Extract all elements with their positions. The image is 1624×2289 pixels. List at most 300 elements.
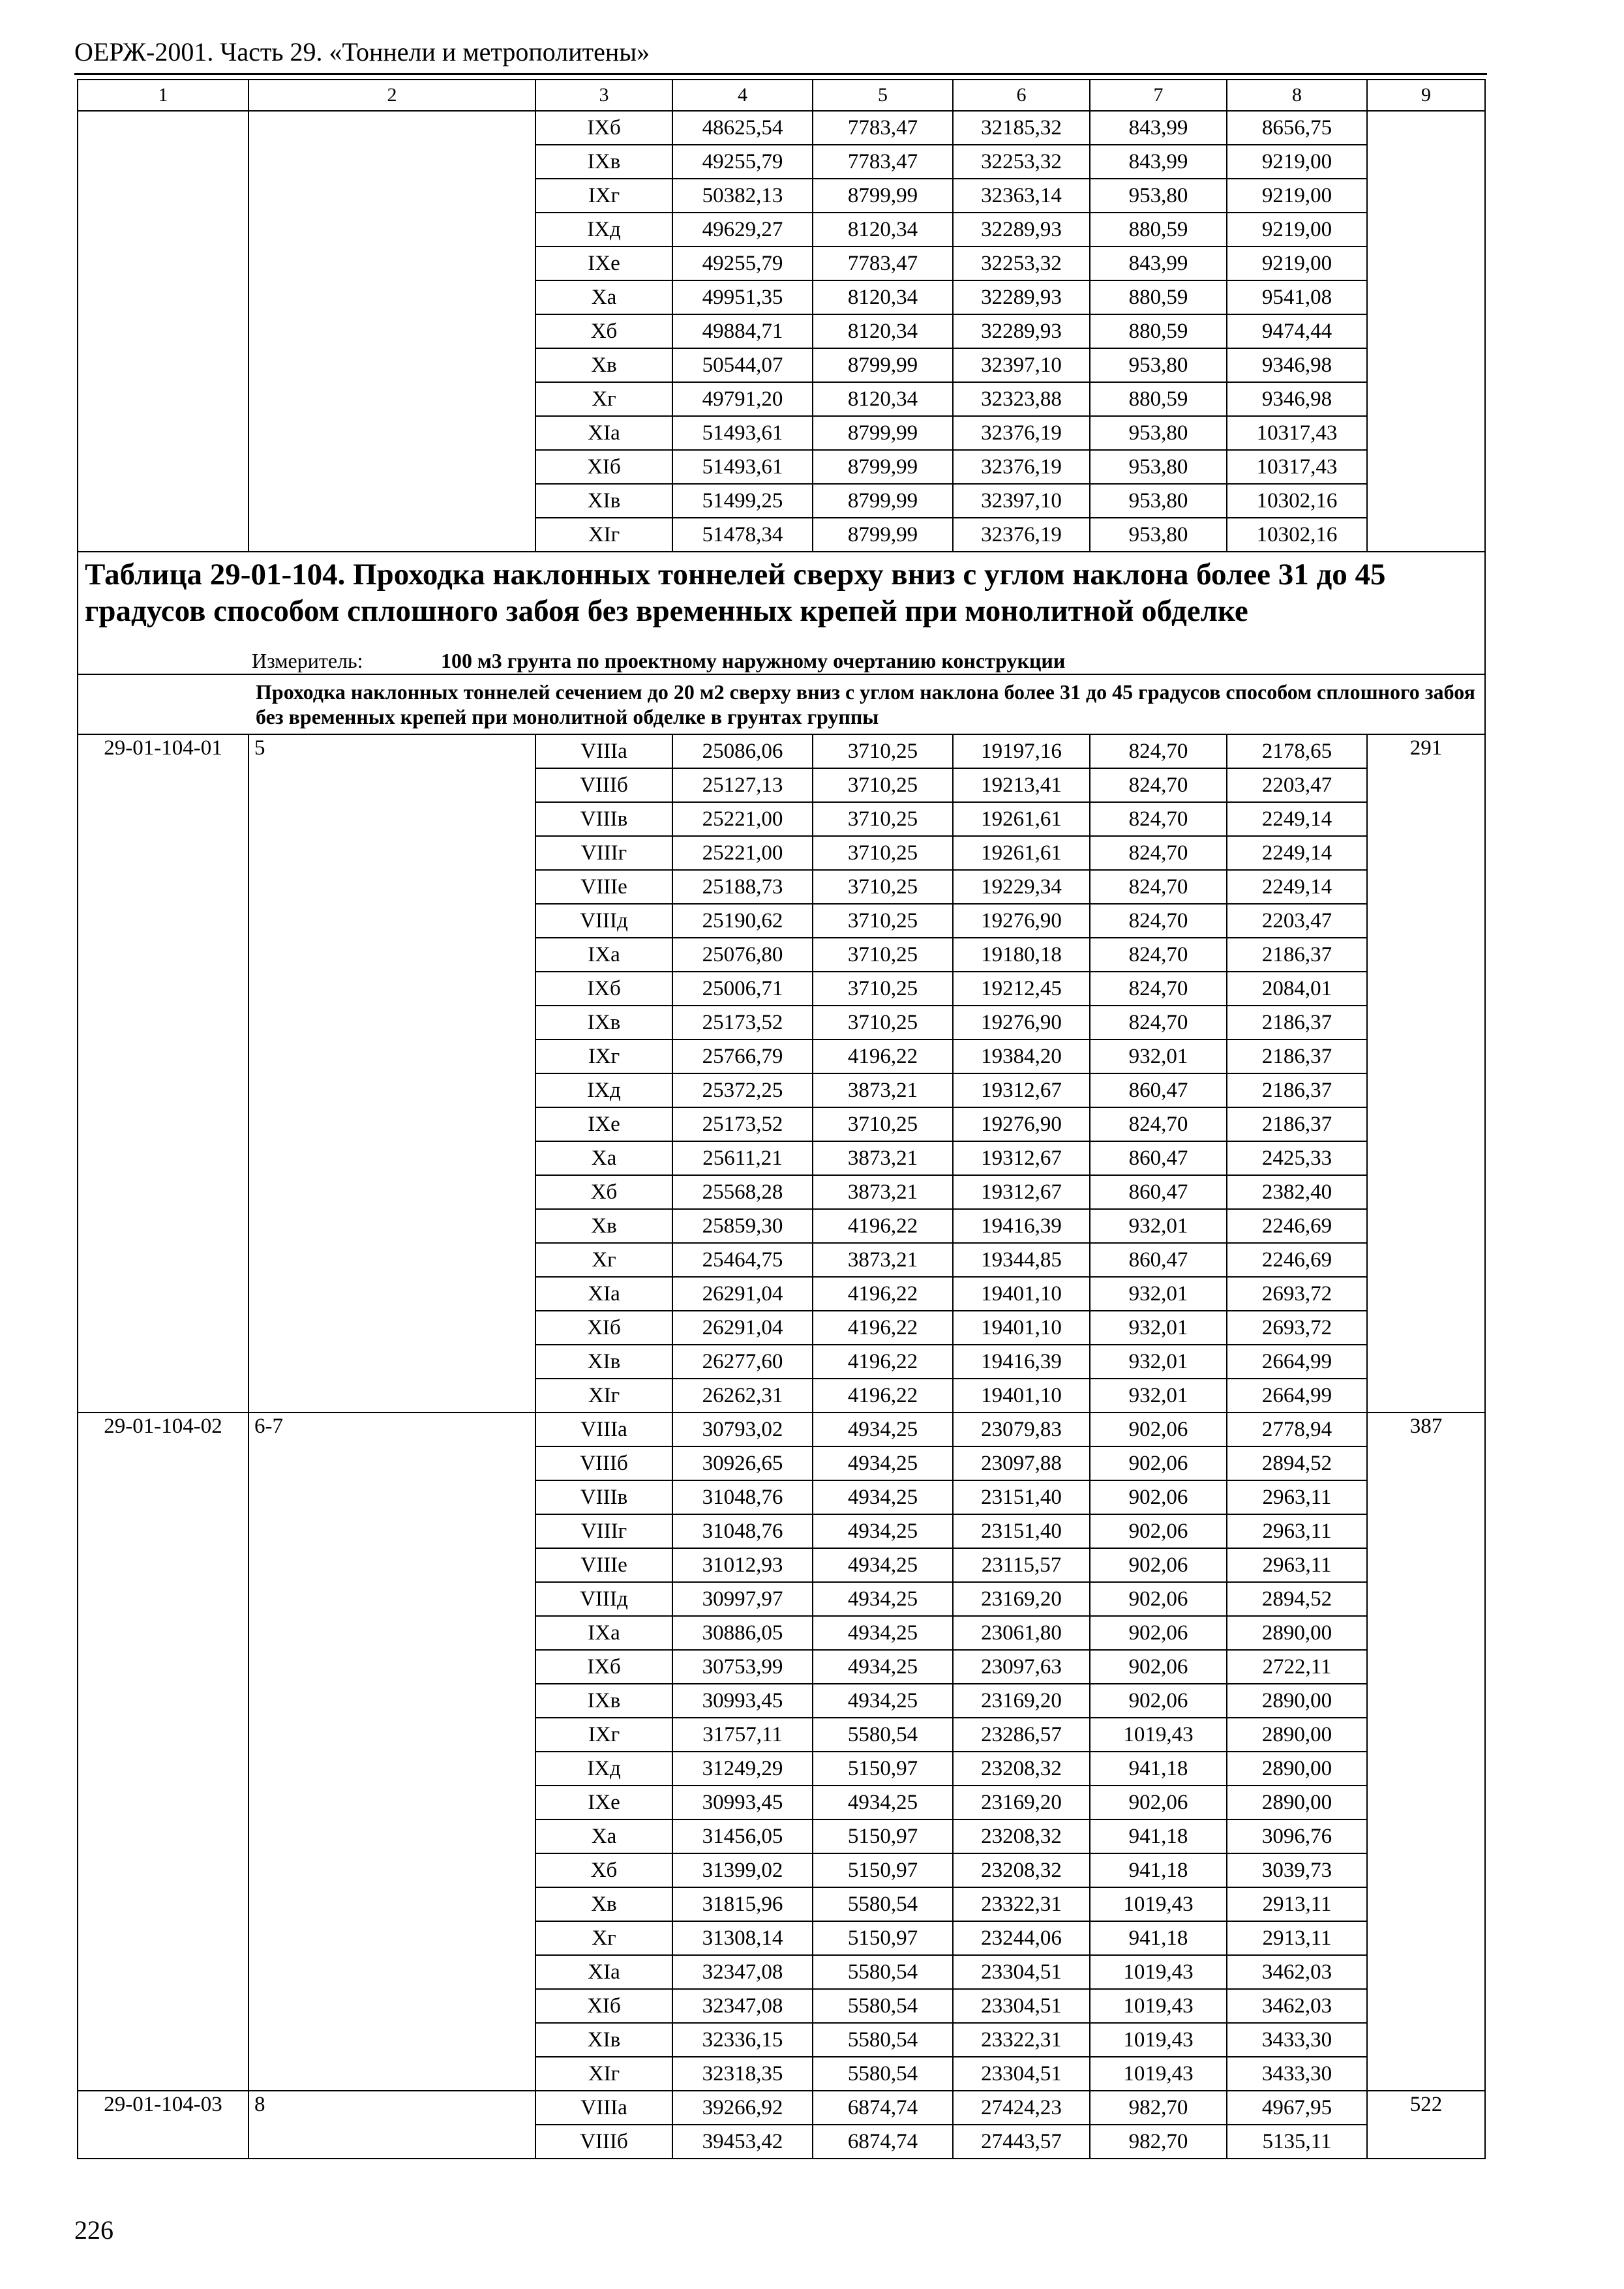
param-cell xyxy=(248,348,535,382)
value-cell: 2890,00 xyxy=(1227,1786,1367,1819)
value-cell: 3710,25 xyxy=(813,904,953,938)
table-row xyxy=(78,280,1485,314)
value-cell: 941,18 xyxy=(1090,1819,1227,1853)
value-cell: 2778,94 xyxy=(1227,1413,1367,1446)
value-cell: 4196,22 xyxy=(813,1209,953,1243)
value-cell: 31048,76 xyxy=(672,1514,813,1548)
value-cell: 8799,99 xyxy=(813,179,953,213)
code-cell xyxy=(78,145,248,179)
col9-cell: 387 xyxy=(1367,1413,1485,2091)
value-cell: 2203,47 xyxy=(1227,768,1367,802)
value-cell: 51493,61 xyxy=(672,416,813,450)
value-cell: 902,06 xyxy=(1090,1616,1227,1650)
soil-group-cell: VIIIв xyxy=(535,1480,672,1514)
value-cell: 8799,99 xyxy=(813,450,953,484)
value-cell: 3710,25 xyxy=(813,734,953,768)
value-cell: 880,59 xyxy=(1090,382,1227,416)
value-cell: 2249,14 xyxy=(1227,836,1367,870)
value-cell: 2425,33 xyxy=(1227,1141,1367,1175)
value-cell: 19344,85 xyxy=(953,1243,1090,1277)
value-cell: 4934,25 xyxy=(813,1514,953,1548)
value-cell: 1019,43 xyxy=(1090,2057,1227,2091)
value-cell: 23208,32 xyxy=(953,1853,1090,1887)
measure-label: Измеритель: xyxy=(252,649,363,672)
value-cell: 19276,90 xyxy=(953,1107,1090,1141)
col9-cell xyxy=(1367,348,1485,382)
value-cell: 3710,25 xyxy=(813,938,953,972)
value-cell: 953,80 xyxy=(1090,348,1227,382)
col9-cell xyxy=(1367,145,1485,179)
value-cell: 932,01 xyxy=(1090,1311,1227,1345)
value-cell: 902,06 xyxy=(1090,1514,1227,1548)
value-cell: 10317,43 xyxy=(1227,450,1367,484)
soil-group-cell: IXд xyxy=(535,1073,672,1107)
value-cell: 902,06 xyxy=(1090,1413,1227,1446)
value-cell: 10302,16 xyxy=(1227,518,1367,552)
value-cell: 3462,03 xyxy=(1227,1955,1367,1989)
value-cell: 23079,83 xyxy=(953,1413,1090,1446)
value-cell: 2913,11 xyxy=(1227,1887,1367,1921)
soil-group-cell: VIIIг xyxy=(535,1514,672,1548)
value-cell: 8120,34 xyxy=(813,280,953,314)
table-row xyxy=(78,734,1485,768)
value-cell: 19312,67 xyxy=(953,1141,1090,1175)
value-cell: 941,18 xyxy=(1090,1853,1227,1887)
soil-group-cell: IXб xyxy=(535,972,672,1006)
col9-cell xyxy=(1367,416,1485,450)
value-cell: 49951,35 xyxy=(672,280,813,314)
code-cell xyxy=(78,280,248,314)
value-cell: 19213,41 xyxy=(953,768,1090,802)
value-cell: 19180,18 xyxy=(953,938,1090,972)
value-cell: 25221,00 xyxy=(672,802,813,836)
value-cell: 3873,21 xyxy=(813,1243,953,1277)
value-cell: 982,70 xyxy=(1090,2091,1227,2125)
value-cell: 31815,96 xyxy=(672,1887,813,1921)
value-cell: 31048,76 xyxy=(672,1480,813,1514)
table-row xyxy=(78,2091,1485,2125)
value-cell: 4196,22 xyxy=(813,1379,953,1413)
value-cell: 1019,43 xyxy=(1090,1955,1227,1989)
value-cell: 3710,25 xyxy=(813,836,953,870)
code-cell xyxy=(78,450,248,484)
value-cell: 3710,25 xyxy=(813,972,953,1006)
value-cell: 2693,72 xyxy=(1227,1277,1367,1311)
value-cell: 4934,25 xyxy=(813,1616,953,1650)
value-cell: 19276,90 xyxy=(953,904,1090,938)
value-cell: 23151,40 xyxy=(953,1480,1090,1514)
value-cell: 19416,39 xyxy=(953,1209,1090,1243)
value-cell: 30886,05 xyxy=(672,1616,813,1650)
soil-group-cell: Xа xyxy=(535,1141,672,1175)
value-cell: 32363,14 xyxy=(953,179,1090,213)
value-cell: 902,06 xyxy=(1090,1446,1227,1480)
col9-cell xyxy=(1367,484,1485,518)
soil-group-cell: Xв xyxy=(535,1209,672,1243)
value-cell: 2186,37 xyxy=(1227,938,1367,972)
value-cell: 25859,30 xyxy=(672,1209,813,1243)
soil-group-cell: Xг xyxy=(535,382,672,416)
value-cell: 824,70 xyxy=(1090,802,1227,836)
table-row xyxy=(78,1413,1485,1446)
value-cell: 8799,99 xyxy=(813,416,953,450)
col9-cell: 522 xyxy=(1367,2091,1485,2159)
code-cell: 29-01-104-01 xyxy=(78,734,248,1413)
value-cell: 2963,11 xyxy=(1227,1548,1367,1582)
col9-cell: 291 xyxy=(1367,734,1485,1413)
value-cell: 39266,92 xyxy=(672,2091,813,2125)
value-cell: 9474,44 xyxy=(1227,314,1367,348)
value-cell: 27443,57 xyxy=(953,2125,1090,2159)
value-cell: 2246,69 xyxy=(1227,1243,1367,1277)
soil-group-cell: IXе xyxy=(535,247,672,280)
value-cell: 25190,62 xyxy=(672,904,813,938)
value-cell: 932,01 xyxy=(1090,1345,1227,1379)
value-cell: 932,01 xyxy=(1090,1040,1227,1073)
value-cell: 32376,19 xyxy=(953,518,1090,552)
param-cell: 5 xyxy=(248,734,535,1413)
value-cell: 932,01 xyxy=(1090,1277,1227,1311)
value-cell: 941,18 xyxy=(1090,1752,1227,1786)
value-cell: 25076,80 xyxy=(672,938,813,972)
value-cell: 824,70 xyxy=(1090,904,1227,938)
value-cell: 23169,20 xyxy=(953,1684,1090,1718)
value-cell: 1019,43 xyxy=(1090,2023,1227,2057)
value-cell: 7783,47 xyxy=(813,111,953,145)
value-cell: 953,80 xyxy=(1090,450,1227,484)
value-cell: 8120,34 xyxy=(813,213,953,247)
value-cell: 9219,00 xyxy=(1227,179,1367,213)
soil-group-cell: VIIIа xyxy=(535,734,672,768)
value-cell: 32185,32 xyxy=(953,111,1090,145)
value-cell: 25766,79 xyxy=(672,1040,813,1073)
soil-group-cell: VIIIа xyxy=(535,1413,672,1446)
soil-group-cell: XIг xyxy=(535,1379,672,1413)
value-cell: 4196,22 xyxy=(813,1311,953,1345)
value-cell: 3710,25 xyxy=(813,768,953,802)
value-cell: 953,80 xyxy=(1090,484,1227,518)
value-cell: 31249,29 xyxy=(672,1752,813,1786)
soil-group-cell: XIб xyxy=(535,450,672,484)
soil-group-cell: IXв xyxy=(535,1006,672,1040)
value-cell: 2249,14 xyxy=(1227,802,1367,836)
value-cell: 7783,47 xyxy=(813,145,953,179)
value-cell: 5580,54 xyxy=(813,1989,953,2023)
value-cell: 824,70 xyxy=(1090,972,1227,1006)
value-cell: 23097,63 xyxy=(953,1650,1090,1684)
value-cell: 9219,00 xyxy=(1227,145,1367,179)
value-cell: 23151,40 xyxy=(953,1514,1090,1548)
value-cell: 19229,34 xyxy=(953,870,1090,904)
value-cell: 2178,65 xyxy=(1227,734,1367,768)
value-cell: 9219,00 xyxy=(1227,247,1367,280)
value-cell: 25372,25 xyxy=(672,1073,813,1107)
value-cell: 32289,93 xyxy=(953,314,1090,348)
value-cell: 5150,97 xyxy=(813,1819,953,1853)
value-cell: 30993,45 xyxy=(672,1786,813,1819)
soil-group-cell: XIб xyxy=(535,1989,672,2023)
param-cell: 8 xyxy=(248,2091,535,2159)
value-cell: 3873,21 xyxy=(813,1141,953,1175)
value-cell: 26277,60 xyxy=(672,1345,813,1379)
value-cell: 51493,61 xyxy=(672,450,813,484)
value-cell: 4967,95 xyxy=(1227,2091,1367,2125)
soil-group-cell: IXв xyxy=(535,1684,672,1718)
value-cell: 2664,99 xyxy=(1227,1379,1367,1413)
soil-group-cell: VIIIе xyxy=(535,870,672,904)
value-cell: 50382,13 xyxy=(672,179,813,213)
table-title: Таблица 29-01-104. Проходка наклонных тоннелей сверху вниз с углом наклона более 31 до 45 градусов способом сплошного забоя без временных крепей при монолитной обделке xyxy=(78,552,1485,648)
value-cell: 5580,54 xyxy=(813,1955,953,1989)
column-number: 5 xyxy=(813,80,953,111)
value-cell: 5150,97 xyxy=(813,1921,953,1955)
table-row xyxy=(78,111,1485,145)
value-cell: 26291,04 xyxy=(672,1277,813,1311)
code-cell xyxy=(78,484,248,518)
value-cell: 49255,79 xyxy=(672,145,813,179)
value-cell: 32397,10 xyxy=(953,348,1090,382)
param-cell xyxy=(248,247,535,280)
value-cell: 51499,25 xyxy=(672,484,813,518)
col9-cell xyxy=(1367,450,1485,484)
value-cell: 932,01 xyxy=(1090,1209,1227,1243)
value-cell: 5580,54 xyxy=(813,2057,953,2091)
param-cell xyxy=(248,280,535,314)
soil-group-cell: Xв xyxy=(535,1887,672,1921)
value-cell: 5135,11 xyxy=(1227,2125,1367,2159)
value-cell: 2693,72 xyxy=(1227,1311,1367,1345)
value-cell: 31757,11 xyxy=(672,1718,813,1752)
value-cell: 880,59 xyxy=(1090,213,1227,247)
value-cell: 32376,19 xyxy=(953,450,1090,484)
value-cell: 19384,20 xyxy=(953,1040,1090,1073)
value-cell: 23286,57 xyxy=(953,1718,1090,1752)
value-cell: 23304,51 xyxy=(953,1955,1090,1989)
value-cell: 30926,65 xyxy=(672,1446,813,1480)
table-row xyxy=(78,484,1485,518)
value-cell: 30793,02 xyxy=(672,1413,813,1446)
value-cell: 10317,43 xyxy=(1227,416,1367,450)
param-cell xyxy=(248,145,535,179)
param-cell: 6-7 xyxy=(248,1413,535,2091)
code-cell xyxy=(78,213,248,247)
soil-group-cell: IXе xyxy=(535,1107,672,1141)
soil-group-cell: IXа xyxy=(535,1616,672,1650)
table-row xyxy=(78,179,1485,213)
col9-cell xyxy=(1367,518,1485,552)
column-number: 8 xyxy=(1227,80,1367,111)
value-cell: 4196,22 xyxy=(813,1040,953,1073)
value-cell: 31399,02 xyxy=(672,1853,813,1887)
param-cell xyxy=(248,450,535,484)
table-row xyxy=(78,213,1485,247)
section-description-row xyxy=(78,674,1485,734)
measure-row xyxy=(78,648,1485,674)
value-cell: 6874,74 xyxy=(813,2091,953,2125)
value-cell: 880,59 xyxy=(1090,280,1227,314)
value-cell: 932,01 xyxy=(1090,1379,1227,1413)
soil-group-cell: XIг xyxy=(535,2057,672,2091)
table-row xyxy=(78,348,1485,382)
column-number: 1 xyxy=(78,80,248,111)
value-cell: 25568,28 xyxy=(672,1175,813,1209)
soil-group-cell: VIIIг xyxy=(535,836,672,870)
code-cell: 29-01-104-03 xyxy=(78,2091,248,2159)
value-cell: 953,80 xyxy=(1090,416,1227,450)
soil-group-cell: VIIIд xyxy=(535,1582,672,1616)
value-cell: 2186,37 xyxy=(1227,1006,1367,1040)
value-cell: 39453,42 xyxy=(672,2125,813,2159)
value-cell: 902,06 xyxy=(1090,1548,1227,1582)
value-cell: 3433,30 xyxy=(1227,2057,1367,2091)
column-number: 3 xyxy=(535,80,672,111)
value-cell: 6874,74 xyxy=(813,2125,953,2159)
value-cell: 2722,11 xyxy=(1227,1650,1367,1684)
value-cell: 49791,20 xyxy=(672,382,813,416)
value-cell: 824,70 xyxy=(1090,938,1227,972)
soil-group-cell: VIIIв xyxy=(535,802,672,836)
soil-group-cell: Xа xyxy=(535,280,672,314)
value-cell: 5580,54 xyxy=(813,1887,953,1921)
value-cell: 3873,21 xyxy=(813,1073,953,1107)
soil-group-cell: XIа xyxy=(535,1277,672,1311)
value-cell: 4934,25 xyxy=(813,1786,953,1819)
value-cell: 9346,98 xyxy=(1227,348,1367,382)
rates-table xyxy=(77,79,1486,2159)
param-cell xyxy=(248,111,535,145)
value-cell: 4196,22 xyxy=(813,1277,953,1311)
value-cell: 3710,25 xyxy=(813,802,953,836)
value-cell: 5580,54 xyxy=(813,1718,953,1752)
value-cell: 25086,06 xyxy=(672,734,813,768)
value-cell: 2084,01 xyxy=(1227,972,1367,1006)
value-cell: 19261,61 xyxy=(953,802,1090,836)
value-cell: 2894,52 xyxy=(1227,1582,1367,1616)
column-number: 2 xyxy=(248,80,535,111)
value-cell: 860,47 xyxy=(1090,1175,1227,1209)
value-cell: 8120,34 xyxy=(813,314,953,348)
value-cell: 32323,88 xyxy=(953,382,1090,416)
value-cell: 860,47 xyxy=(1090,1073,1227,1107)
soil-group-cell: XIв xyxy=(535,1345,672,1379)
value-cell: 5580,54 xyxy=(813,2023,953,2057)
col9-cell xyxy=(1367,179,1485,213)
value-cell: 824,70 xyxy=(1090,734,1227,768)
param-cell xyxy=(248,213,535,247)
value-cell: 953,80 xyxy=(1090,518,1227,552)
value-cell: 2890,00 xyxy=(1227,1752,1367,1786)
value-cell: 51478,34 xyxy=(672,518,813,552)
value-cell: 860,47 xyxy=(1090,1141,1227,1175)
rates-table-body xyxy=(78,80,1485,2159)
page-number: 226 xyxy=(74,2215,113,2245)
soil-group-cell: Xб xyxy=(535,1853,672,1887)
col9-cell xyxy=(1367,213,1485,247)
param-cell xyxy=(248,314,535,348)
value-cell: 26262,31 xyxy=(672,1379,813,1413)
value-cell: 48625,54 xyxy=(672,111,813,145)
param-cell xyxy=(248,416,535,450)
value-cell: 32253,32 xyxy=(953,145,1090,179)
soil-group-cell: XIв xyxy=(535,484,672,518)
value-cell: 9219,00 xyxy=(1227,213,1367,247)
value-cell: 23169,20 xyxy=(953,1582,1090,1616)
table-row xyxy=(78,518,1485,552)
value-cell: 902,06 xyxy=(1090,1480,1227,1514)
soil-group-cell: VIIIб xyxy=(535,2125,672,2159)
value-cell: 824,70 xyxy=(1090,870,1227,904)
value-cell: 843,99 xyxy=(1090,111,1227,145)
value-cell: 23304,51 xyxy=(953,1989,1090,2023)
soil-group-cell: Xа xyxy=(535,1819,672,1853)
value-cell: 25006,71 xyxy=(672,972,813,1006)
value-cell: 5150,97 xyxy=(813,1853,953,1887)
value-cell: 19212,45 xyxy=(953,972,1090,1006)
value-cell: 3433,30 xyxy=(1227,2023,1367,2057)
value-cell: 30993,45 xyxy=(672,1684,813,1718)
column-number: 6 xyxy=(953,80,1090,111)
value-cell: 49884,71 xyxy=(672,314,813,348)
value-cell: 23322,31 xyxy=(953,2023,1090,2057)
value-cell: 880,59 xyxy=(1090,314,1227,348)
code-cell xyxy=(78,179,248,213)
value-cell: 27424,23 xyxy=(953,2091,1090,2125)
table-row xyxy=(78,450,1485,484)
column-number: 7 xyxy=(1090,80,1227,111)
value-cell: 824,70 xyxy=(1090,836,1227,870)
soil-group-cell: XIа xyxy=(535,1955,672,1989)
value-cell: 19276,90 xyxy=(953,1006,1090,1040)
value-cell: 4196,22 xyxy=(813,1345,953,1379)
code-cell xyxy=(78,348,248,382)
soil-group-cell: VIIIб xyxy=(535,1446,672,1480)
value-cell: 50544,07 xyxy=(672,348,813,382)
value-cell: 941,18 xyxy=(1090,1921,1227,1955)
value-cell: 25188,73 xyxy=(672,870,813,904)
value-cell: 2894,52 xyxy=(1227,1446,1367,1480)
value-cell: 2186,37 xyxy=(1227,1040,1367,1073)
table-row xyxy=(78,382,1485,416)
value-cell: 8799,99 xyxy=(813,484,953,518)
value-cell: 23208,32 xyxy=(953,1752,1090,1786)
value-cell: 8799,99 xyxy=(813,348,953,382)
soil-group-cell: XIг xyxy=(535,518,672,552)
section-description: Проходка наклонных тоннелей сечением до 20 м2 сверху вниз с углом наклона более 31 до 45 градусов способом сплошного забоя без временных крепей при монолитной обделке в грунтах группы xyxy=(78,674,1485,734)
col9-cell xyxy=(1367,111,1485,145)
value-cell: 23244,06 xyxy=(953,1921,1090,1955)
soil-group-cell: VIIIе xyxy=(535,1548,672,1582)
value-cell: 25221,00 xyxy=(672,836,813,870)
value-cell: 2203,47 xyxy=(1227,904,1367,938)
value-cell: 26291,04 xyxy=(672,1311,813,1345)
value-cell: 32397,10 xyxy=(953,484,1090,518)
value-cell: 25464,75 xyxy=(672,1243,813,1277)
soil-group-cell: IXб xyxy=(535,111,672,145)
soil-group-cell: IXе xyxy=(535,1786,672,1819)
value-cell: 30997,97 xyxy=(672,1582,813,1616)
soil-group-cell: IXб xyxy=(535,1650,672,1684)
value-cell: 8120,34 xyxy=(813,382,953,416)
value-cell: 49629,27 xyxy=(672,213,813,247)
value-cell: 4934,25 xyxy=(813,1480,953,1514)
value-cell: 4934,25 xyxy=(813,1548,953,1582)
value-cell: 32336,15 xyxy=(672,2023,813,2057)
soil-group-cell: IXг xyxy=(535,179,672,213)
value-cell: 19312,67 xyxy=(953,1073,1090,1107)
col9-cell xyxy=(1367,280,1485,314)
value-cell: 32376,19 xyxy=(953,416,1090,450)
value-cell: 3096,76 xyxy=(1227,1819,1367,1853)
